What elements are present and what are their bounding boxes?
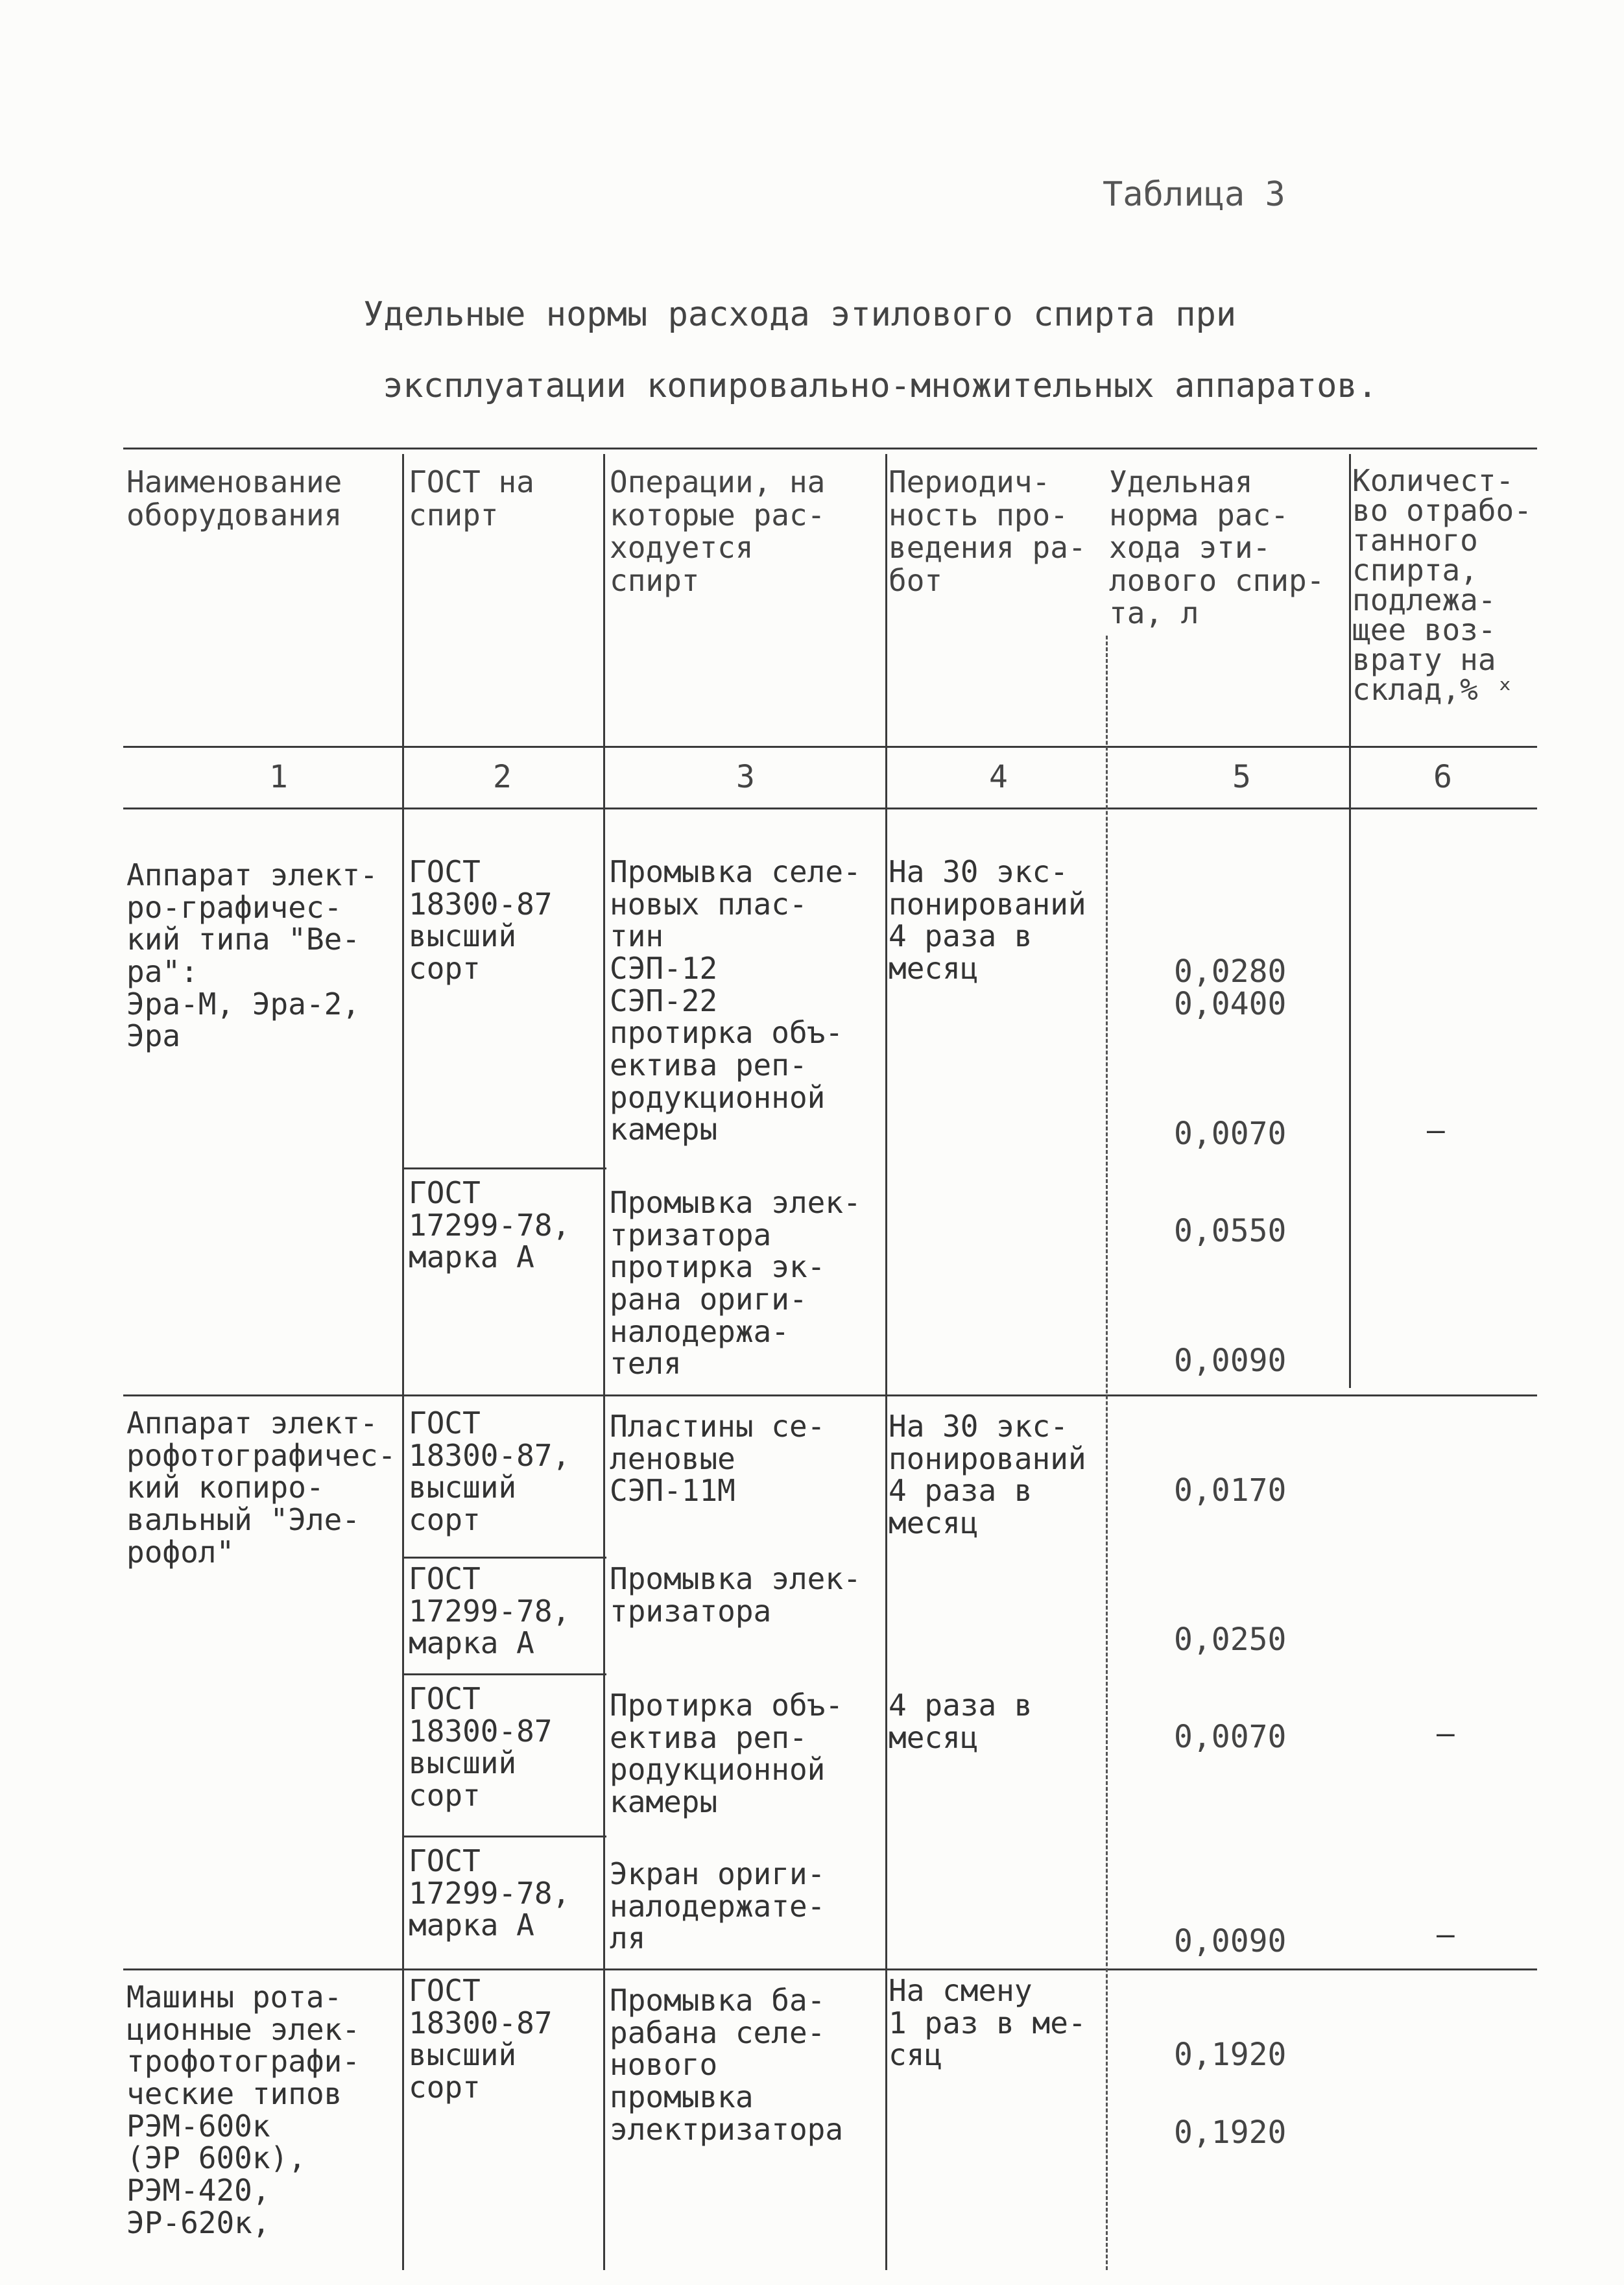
header-return: Количест- во отрабо- танного спирта, подлежа- щее воз- врату на склад,% ˣ	[1352, 463, 1532, 707]
operations-3: Пластины се- леновые СЭП-11М	[610, 1409, 826, 1509]
gost-18300-2: ГОСТ 18300-87, высший сорт	[409, 1406, 571, 1538]
group2-bottom-rule	[123, 1968, 1537, 1970]
col-divider-3	[885, 454, 887, 2270]
col-divider-5	[1349, 454, 1351, 1388]
gost-divider-2	[402, 1557, 606, 1559]
norm-0550: 0,0550	[1174, 1213, 1287, 1249]
return-value-1: —	[1427, 1112, 1445, 1147]
periodicity-5: 4 раза в месяц	[889, 1688, 1033, 1755]
operations-4: Промывка элек- тризатора	[610, 1561, 861, 1629]
norm-0070-b: 0,0070	[1174, 1719, 1287, 1755]
colnum-6: 6	[1433, 759, 1452, 795]
table-top-rule	[123, 448, 1537, 449]
operations-7: Промывка ба- рабана селе- нового промывка электризатора	[610, 1983, 844, 2147]
colnum-1: 1	[269, 759, 288, 795]
colnum-3: 3	[736, 759, 755, 795]
header-operations: Операции, на которые рас- ходуется спирт	[610, 464, 826, 598]
col-divider-1	[402, 454, 404, 2270]
colnum-2: 2	[493, 759, 512, 795]
operations-2: Промывка элек- тризатора протирка эк- рана ориги- налодержа- теля	[610, 1185, 861, 1382]
header-equipment: Наименование оборудования	[126, 464, 342, 532]
col-divider-2	[603, 454, 605, 2270]
norm-0090-a: 0,0090	[1174, 1343, 1287, 1379]
document-title	[363, 279, 1466, 422]
norm-0070-a: 0,0070	[1174, 1116, 1287, 1152]
operations-1: Промывка селе- новых плас- тин СЭП-12 СЭП-22 протирка объ- ектива реп- родукционной камеры	[610, 854, 861, 1147]
periodicity-3: На 30 экс- понирований 4 раза в месяц	[889, 1409, 1086, 1541]
title-line-2: эксплуатации копировально-множительных аппаратов.	[383, 366, 1378, 405]
gost-divider-1	[402, 1167, 606, 1169]
header-gost: ГОСТ на спирт	[409, 464, 534, 532]
norm-1920-b: 0,1920	[1174, 2114, 1287, 2151]
gost-18300-4: ГОСТ 18300-87 высший сорт	[409, 1973, 553, 2105]
gost-divider-3	[402, 1673, 606, 1675]
header-bottom-rule	[123, 746, 1537, 748]
return-value-6: —	[1437, 1917, 1455, 1952]
norm-0090-b: 0,0090	[1174, 1923, 1287, 1959]
gost-18300-3: ГОСТ 18300-87 высший сорт	[409, 1681, 553, 1813]
equipment-rem: Машины рота- ционные элек- трофотографи- ческие типов РЭМ-600к (ЭР 600к), РЭМ-420, ЭР-620к,	[126, 1980, 361, 2240]
return-value-5: —	[1437, 1716, 1455, 1751]
norm-0250: 0,0250	[1174, 1621, 1287, 1658]
col-divider-4	[1106, 636, 1108, 2270]
title-line-1: Удельные нормы расхода этилового спирта при	[363, 295, 1237, 334]
norm-0170: 0,0170	[1174, 1472, 1287, 1509]
colnum-bottom-rule	[123, 808, 1537, 809]
table-label: Таблица 3	[1103, 175, 1285, 214]
periodicity-1: На 30 экс- понирований 4 раза в месяц	[889, 854, 1086, 987]
periodicity-7: На смену 1 раз в ме- сяц	[889, 1973, 1086, 2073]
operations-5: Протирка объ- ектива реп- родукционной камеры	[610, 1688, 844, 1820]
equipment-elerofol: Аппарат элект- рофотографичес- кий копиро- вальный "Эле- рофол"	[126, 1406, 396, 1570]
gost-17299-1: ГОСТ 17299-78, марка А	[409, 1175, 571, 1275]
header-norm: Удельная норма рас- хода эти- лового спир- та, л	[1109, 464, 1325, 631]
gost-17299-3: ГОСТ 17299-78, марка А	[409, 1843, 571, 1943]
equipment-vera: Аппарат элект- ро-графичес- кий типа "Ве- ра": Эра-М, Эра-2, Эра	[126, 857, 378, 1054]
colnum-5: 5	[1232, 759, 1251, 795]
gost-18300-1: ГОСТ 18300-87 высший сорт	[409, 854, 553, 987]
operations-6: Экран ориги- налодержате- ля	[610, 1856, 826, 1956]
norm-0400: 0,0400	[1174, 986, 1287, 1022]
header-periodicity: Периодич- ность про- ведения ра- бот	[889, 464, 1086, 598]
gost-17299-2: ГОСТ 17299-78, марка А	[409, 1561, 571, 1661]
gost-divider-4	[402, 1836, 606, 1837]
colnum-4: 4	[989, 759, 1008, 795]
norm-0280: 0,0280	[1174, 953, 1287, 990]
group1-bottom-rule	[123, 1394, 1537, 1396]
norm-1920-a: 0,1920	[1174, 2037, 1287, 2073]
